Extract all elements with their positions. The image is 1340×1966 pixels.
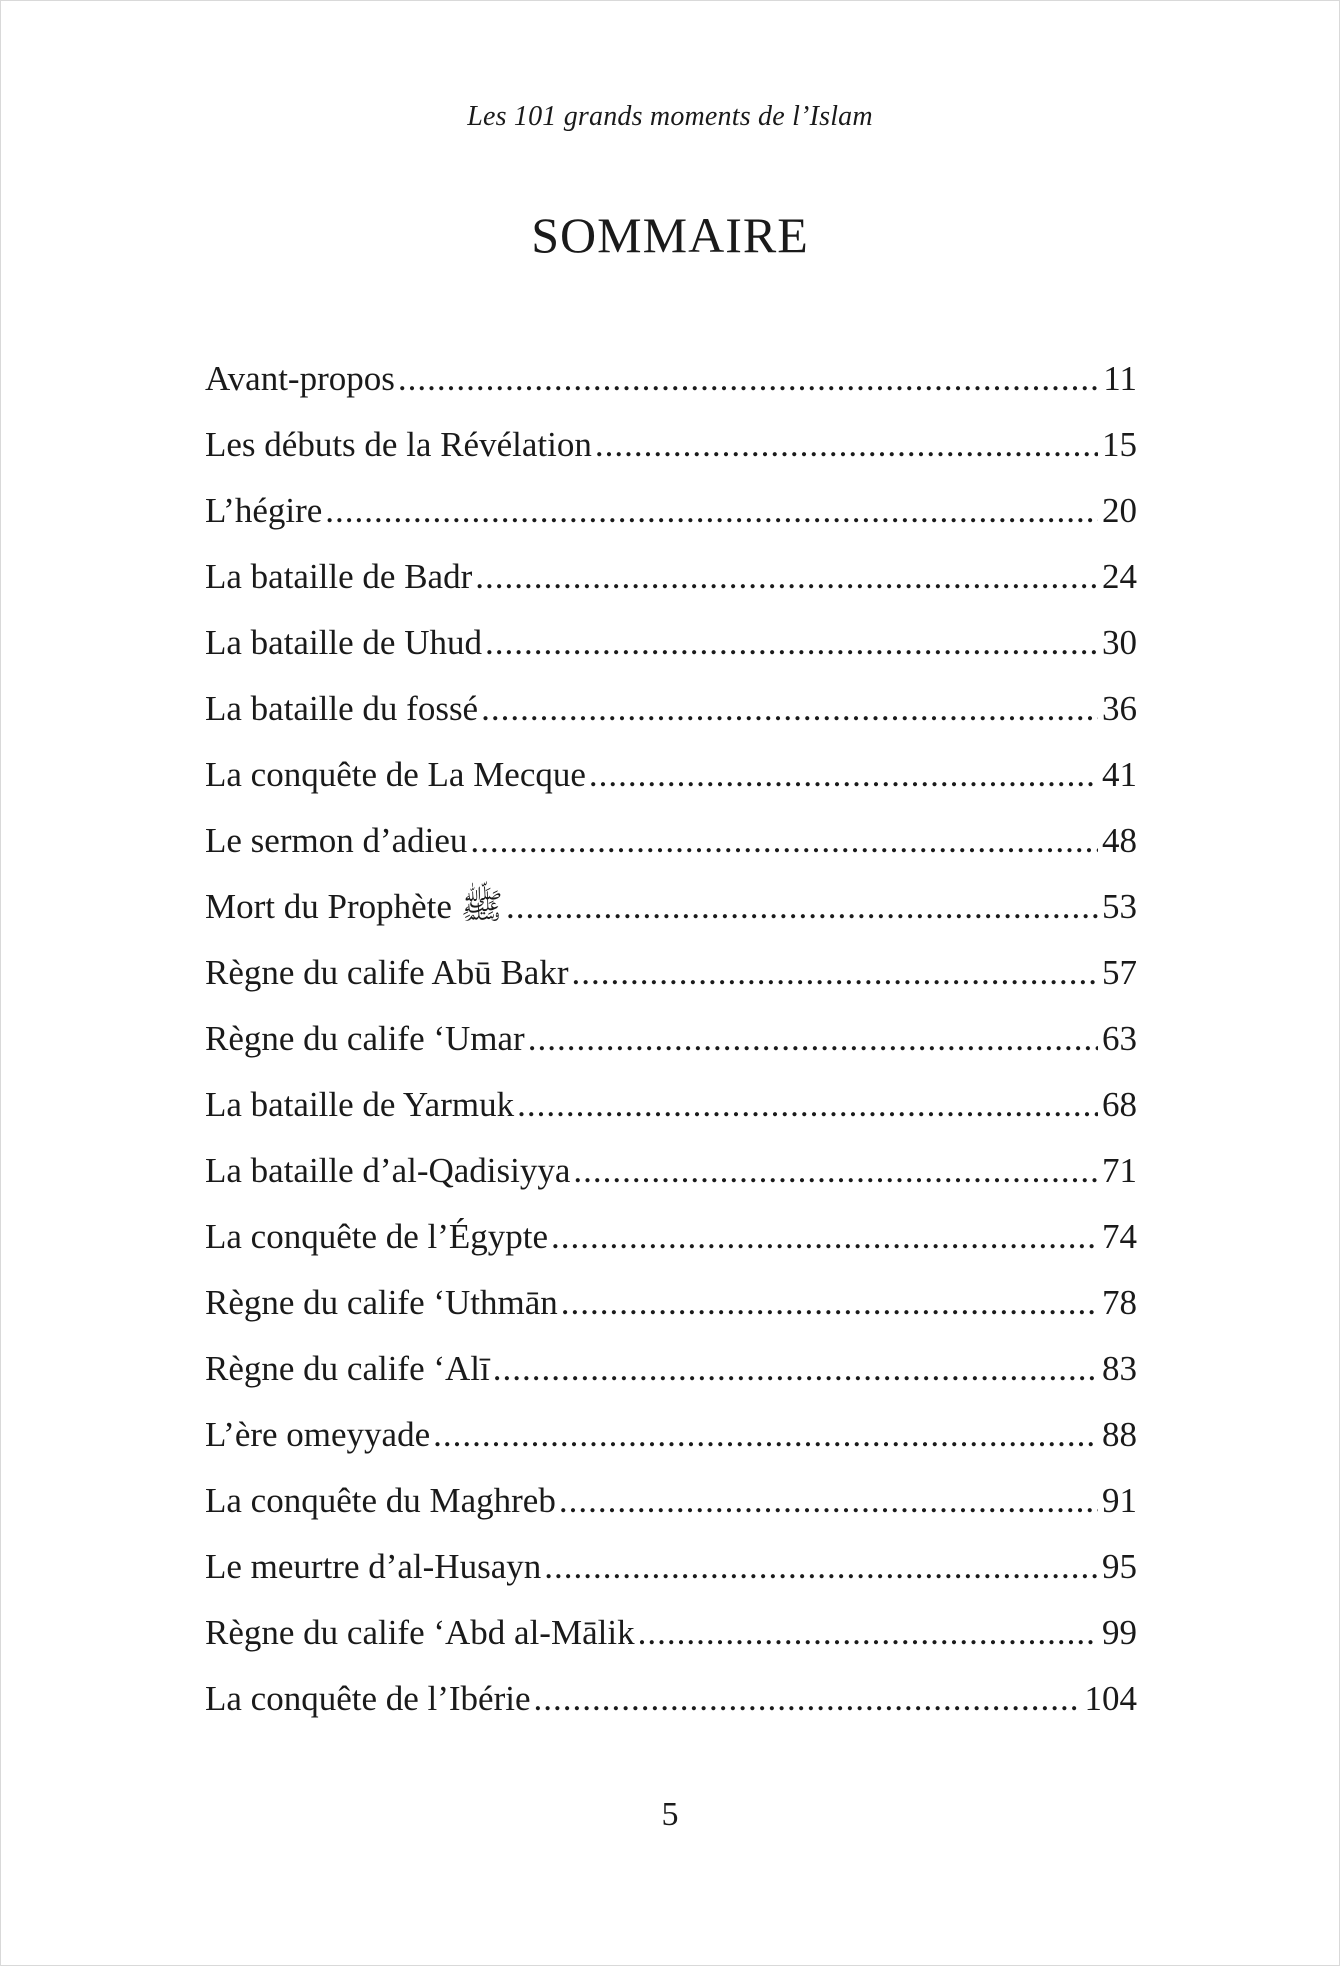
toc-entry	[205, 676, 1137, 742]
toc-leader-dots	[638, 1600, 1098, 1666]
toc-entry	[205, 1666, 1137, 1732]
toc-entry	[205, 1534, 1137, 1600]
toc-entry-page: 95	[1102, 1547, 1137, 1586]
toc-leader-dots	[475, 544, 1098, 610]
toc-leader-dots	[470, 808, 1098, 874]
toc-entry	[205, 1138, 1137, 1204]
toc-entry	[205, 412, 1137, 478]
toc-entry	[205, 1600, 1137, 1666]
toc-leader-dots	[325, 478, 1098, 544]
toc-entry-label: La conquête de La Mecque	[205, 755, 586, 794]
toc-entry-label: La bataille de Badr	[205, 557, 473, 596]
toc-leader-dots	[534, 1666, 1081, 1732]
toc-entry-label: La conquête de l’Ibérie	[205, 1679, 531, 1718]
toc-entry-label: Règne du calife ‘Uthmān	[205, 1283, 558, 1322]
toc-leader-dots	[517, 1072, 1098, 1138]
toc-leader-dots	[551, 1204, 1098, 1270]
toc-entry-label: L’hégire	[205, 491, 323, 530]
toc-entry-label: Règne du calife ‘Alī	[205, 1349, 490, 1388]
toc-entry-label: Règne du calife Abū Bakr	[205, 953, 569, 992]
toc-leader-dots	[528, 1006, 1098, 1072]
toc-leader-dots	[595, 412, 1098, 478]
toc-entry-label: Mort du Prophète ﷺ	[205, 887, 503, 926]
toc-entry-page: 30	[1102, 623, 1137, 662]
toc-entry-label: La bataille du fossé	[205, 689, 479, 728]
toc-entry-page: 71	[1102, 1151, 1137, 1190]
toc-entry-label: La bataille de Yarmuk	[205, 1085, 515, 1124]
running-header: Les 101 grands moments de l’Islam	[467, 101, 873, 132]
toc-leader-dots	[485, 610, 1098, 676]
toc-entry	[205, 1336, 1137, 1402]
toc-leader-dots	[506, 874, 1098, 940]
toc-entry-label: Le sermon d’adieu	[205, 821, 468, 860]
toc-leader-dots	[573, 1138, 1098, 1204]
toc-entry-page: 11	[1103, 359, 1137, 398]
toc-entry-label: Règne du calife ‘Umar	[205, 1019, 525, 1058]
toc-entry-label: L’ère omeyyade	[205, 1415, 431, 1454]
toc-entry	[205, 742, 1137, 808]
toc-leader-dots	[559, 1468, 1098, 1534]
toc-entry-page: 99	[1102, 1613, 1137, 1652]
toc-entry-page: 78	[1102, 1283, 1137, 1322]
toc-entry-label: Avant-propos	[205, 359, 395, 398]
toc-leader-dots	[433, 1402, 1098, 1468]
toc-leader-dots	[572, 940, 1098, 1006]
toc-entry-page: 68	[1102, 1085, 1137, 1124]
toc-entry-page: 41	[1102, 755, 1137, 794]
toc-entry-label: Le meurtre d’al-Husayn	[205, 1547, 542, 1586]
page-number: 5	[661, 1796, 679, 1833]
toc-entry	[205, 1204, 1137, 1270]
toc-entry-label: Les débuts de la Révélation	[205, 425, 592, 464]
toc-entry	[205, 1468, 1137, 1534]
toc-entry-page: 91	[1102, 1481, 1137, 1520]
toc-leader-dots	[493, 1336, 1098, 1402]
toc-entry-page: 20	[1102, 491, 1137, 530]
toc-entry-label: La bataille de Uhud	[205, 623, 482, 662]
toc-entry	[205, 478, 1137, 544]
toc-entry	[205, 1072, 1137, 1138]
toc-leader-dots	[398, 346, 1099, 412]
toc-entry-label: La bataille d’al-Qadisiyya	[205, 1151, 571, 1190]
toc-entry-page: 24	[1102, 557, 1137, 596]
page-title: SOMMAIRE	[531, 207, 809, 263]
toc-entry-label: La conquête de l’Égypte	[205, 1217, 549, 1256]
toc-entry-page: 63	[1102, 1019, 1137, 1058]
toc-leader-dots	[561, 1270, 1098, 1336]
toc-entry	[205, 346, 1137, 412]
toc-entry	[205, 544, 1137, 610]
toc-entry-label: Règne du calife ‘Abd al-Mālik	[205, 1613, 635, 1652]
toc-entry-page: 74	[1102, 1217, 1137, 1256]
table-of-contents	[205, 346, 1137, 1732]
toc-entry-page: 15	[1102, 425, 1137, 464]
toc-leader-dots	[481, 676, 1098, 742]
toc-entry	[205, 940, 1137, 1006]
toc-entry-page: 53	[1102, 887, 1137, 926]
toc-entry	[205, 1270, 1137, 1336]
toc-leader-dots	[544, 1534, 1098, 1600]
toc-entry-page: 83	[1102, 1349, 1137, 1388]
toc-leader-dots	[589, 742, 1098, 808]
toc-entry	[205, 610, 1137, 676]
toc-entry-label: La conquête du Maghreb	[205, 1481, 556, 1520]
toc-entry-page: 36	[1102, 689, 1137, 728]
toc-entry-page: 104	[1084, 1679, 1137, 1718]
toc-entry	[205, 874, 1137, 940]
toc-entry-page: 57	[1102, 953, 1137, 992]
toc-entry-page: 88	[1102, 1415, 1137, 1454]
toc-entry	[205, 1402, 1137, 1468]
toc-entry	[205, 808, 1137, 874]
toc-entry	[205, 1006, 1137, 1072]
toc-entry-page: 48	[1102, 821, 1137, 860]
